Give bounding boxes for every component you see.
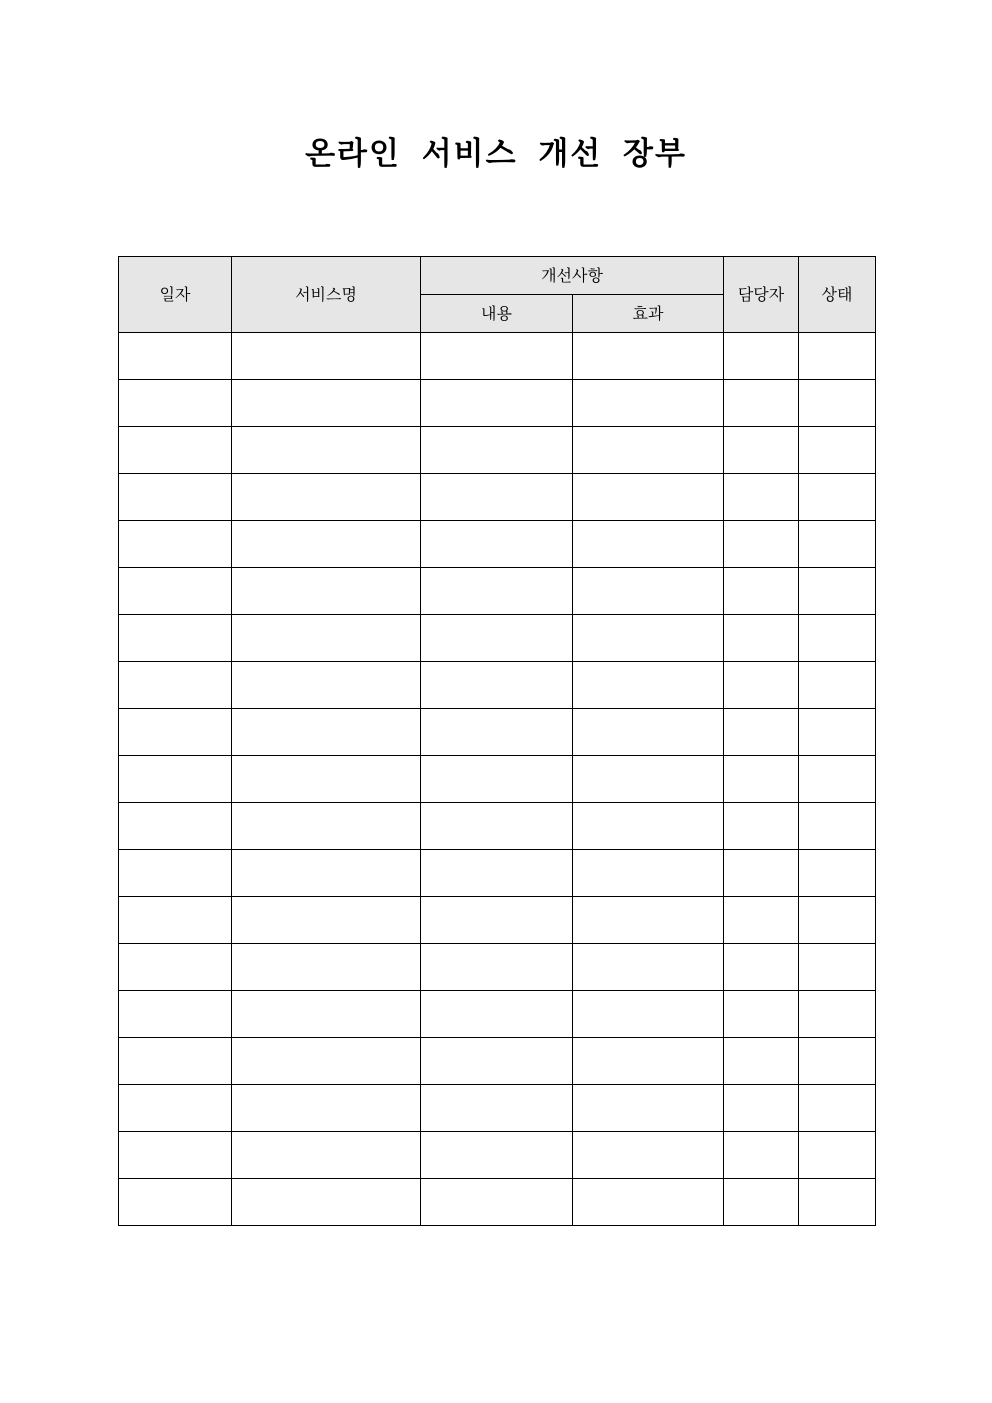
cell-service-name[interactable] bbox=[232, 756, 421, 803]
cell-status[interactable] bbox=[799, 1085, 876, 1132]
table-row bbox=[119, 1085, 876, 1132]
cell-manager[interactable] bbox=[724, 944, 799, 991]
cell-date[interactable] bbox=[119, 803, 232, 850]
header-row bbox=[119, 257, 876, 295]
cell-date[interactable] bbox=[119, 568, 232, 615]
cell-status[interactable] bbox=[799, 1038, 876, 1085]
table-row bbox=[119, 709, 876, 756]
cell-status[interactable] bbox=[799, 991, 876, 1038]
cell-status[interactable] bbox=[799, 568, 876, 615]
cell-date[interactable] bbox=[119, 991, 232, 1038]
cell-status[interactable] bbox=[799, 897, 876, 944]
cell-date[interactable] bbox=[119, 1038, 232, 1085]
cell-content[interactable] bbox=[421, 1179, 573, 1226]
cell-service-name[interactable] bbox=[232, 380, 421, 427]
cell-service-name[interactable] bbox=[232, 850, 421, 897]
cell-manager[interactable] bbox=[724, 662, 799, 709]
cell-status[interactable] bbox=[799, 333, 876, 380]
cell-content[interactable] bbox=[421, 333, 573, 380]
cell-status[interactable] bbox=[799, 1132, 876, 1179]
cell-effect[interactable] bbox=[573, 756, 724, 803]
cell-content[interactable] bbox=[421, 427, 573, 474]
cell-status[interactable] bbox=[799, 756, 876, 803]
cell-content[interactable] bbox=[421, 709, 573, 756]
cell-content[interactable] bbox=[421, 615, 573, 662]
cell-status[interactable] bbox=[799, 427, 876, 474]
cell-manager[interactable] bbox=[724, 1085, 799, 1132]
table-header bbox=[119, 257, 876, 333]
cell-date[interactable] bbox=[119, 1179, 232, 1226]
cell-status[interactable] bbox=[799, 803, 876, 850]
cell-manager[interactable] bbox=[724, 709, 799, 756]
cell-manager[interactable] bbox=[724, 756, 799, 803]
cell-content[interactable] bbox=[421, 662, 573, 709]
cell-date[interactable] bbox=[119, 615, 232, 662]
cell-service-name[interactable] bbox=[232, 1179, 421, 1226]
cell-effect[interactable] bbox=[573, 1085, 724, 1132]
table-row bbox=[119, 1179, 876, 1226]
cell-service-name[interactable] bbox=[232, 662, 421, 709]
header-content: 내용 bbox=[421, 295, 573, 333]
cell-service-name[interactable] bbox=[232, 1085, 421, 1132]
cell-status[interactable] bbox=[799, 662, 876, 709]
cell-status[interactable] bbox=[799, 380, 876, 427]
cell-effect[interactable] bbox=[573, 944, 724, 991]
table-row bbox=[119, 897, 876, 944]
cell-content[interactable] bbox=[421, 850, 573, 897]
cell-content[interactable] bbox=[421, 380, 573, 427]
cell-manager[interactable] bbox=[724, 850, 799, 897]
improvement-ledger-table bbox=[118, 256, 876, 1226]
table-row bbox=[119, 521, 876, 568]
cell-status[interactable] bbox=[799, 850, 876, 897]
cell-effect[interactable] bbox=[573, 991, 724, 1038]
cell-manager[interactable] bbox=[724, 991, 799, 1038]
cell-service-name[interactable] bbox=[232, 803, 421, 850]
cell-effect[interactable] bbox=[573, 1038, 724, 1085]
cell-effect[interactable] bbox=[573, 897, 724, 944]
cell-date[interactable] bbox=[119, 333, 232, 380]
cell-date[interactable] bbox=[119, 521, 232, 568]
cell-date[interactable] bbox=[119, 662, 232, 709]
cell-content[interactable] bbox=[421, 474, 573, 521]
cell-service-name[interactable] bbox=[232, 521, 421, 568]
cell-effect[interactable] bbox=[573, 1132, 724, 1179]
table-row bbox=[119, 380, 876, 427]
cell-service-name[interactable] bbox=[232, 568, 421, 615]
cell-date[interactable] bbox=[119, 897, 232, 944]
table-row bbox=[119, 944, 876, 991]
cell-status[interactable] bbox=[799, 474, 876, 521]
cell-content[interactable] bbox=[421, 944, 573, 991]
cell-manager[interactable] bbox=[724, 333, 799, 380]
cell-date[interactable] bbox=[119, 380, 232, 427]
cell-status[interactable] bbox=[799, 1179, 876, 1226]
cell-service-name[interactable] bbox=[232, 944, 421, 991]
cell-content[interactable] bbox=[421, 756, 573, 803]
cell-manager[interactable] bbox=[724, 521, 799, 568]
cell-content[interactable] bbox=[421, 897, 573, 944]
table-body bbox=[119, 333, 876, 1226]
cell-content[interactable] bbox=[421, 568, 573, 615]
header-manager: 담당자 bbox=[724, 257, 799, 333]
cell-service-name[interactable] bbox=[232, 474, 421, 521]
cell-manager[interactable] bbox=[724, 474, 799, 521]
cell-service-name[interactable] bbox=[232, 333, 421, 380]
cell-date[interactable] bbox=[119, 474, 232, 521]
table-row bbox=[119, 662, 876, 709]
cell-effect[interactable] bbox=[573, 662, 724, 709]
cell-content[interactable] bbox=[421, 1038, 573, 1085]
header-date: 일자 bbox=[119, 257, 232, 333]
cell-effect[interactable] bbox=[573, 333, 724, 380]
cell-effect[interactable] bbox=[573, 803, 724, 850]
cell-service-name[interactable] bbox=[232, 897, 421, 944]
cell-manager[interactable] bbox=[724, 615, 799, 662]
page-title: 온라인 서비스 개선 장부 bbox=[305, 136, 687, 172]
cell-content[interactable] bbox=[421, 1132, 573, 1179]
cell-status[interactable] bbox=[799, 521, 876, 568]
cell-manager[interactable] bbox=[724, 427, 799, 474]
cell-manager[interactable] bbox=[724, 897, 799, 944]
header-improvement: 개선사항 bbox=[421, 257, 724, 295]
header-status: 상태 bbox=[799, 257, 876, 333]
table-row bbox=[119, 991, 876, 1038]
cell-effect[interactable] bbox=[573, 1179, 724, 1226]
cell-effect[interactable] bbox=[573, 521, 724, 568]
cell-content[interactable] bbox=[421, 1085, 573, 1132]
table-row bbox=[119, 568, 876, 615]
table-row bbox=[119, 850, 876, 897]
cell-service-name[interactable] bbox=[232, 615, 421, 662]
cell-manager[interactable] bbox=[724, 1038, 799, 1085]
cell-status[interactable] bbox=[799, 944, 876, 991]
cell-manager[interactable] bbox=[724, 380, 799, 427]
table-row bbox=[119, 615, 876, 662]
cell-effect[interactable] bbox=[573, 427, 724, 474]
cell-content[interactable] bbox=[421, 521, 573, 568]
cell-content[interactable] bbox=[421, 803, 573, 850]
cell-service-name[interactable] bbox=[232, 427, 421, 474]
cell-effect[interactable] bbox=[573, 568, 724, 615]
table-row bbox=[119, 474, 876, 521]
cell-status[interactable] bbox=[799, 709, 876, 756]
cell-status[interactable] bbox=[799, 615, 876, 662]
cell-effect[interactable] bbox=[573, 380, 724, 427]
cell-content[interactable] bbox=[421, 991, 573, 1038]
cell-date[interactable] bbox=[119, 427, 232, 474]
header-effect: 효과 bbox=[573, 295, 724, 333]
table-row bbox=[119, 756, 876, 803]
cell-manager[interactable] bbox=[724, 568, 799, 615]
cell-service-name[interactable] bbox=[232, 1038, 421, 1085]
cell-effect[interactable] bbox=[573, 474, 724, 521]
cell-service-name[interactable] bbox=[232, 709, 421, 756]
cell-date[interactable] bbox=[119, 1132, 232, 1179]
cell-manager[interactable] bbox=[724, 1132, 799, 1179]
cell-date[interactable] bbox=[119, 944, 232, 991]
table-row bbox=[119, 1038, 876, 1085]
cell-manager[interactable] bbox=[724, 1179, 799, 1226]
cell-date[interactable] bbox=[119, 850, 232, 897]
cell-service-name[interactable] bbox=[232, 991, 421, 1038]
cell-service-name[interactable] bbox=[232, 1132, 421, 1179]
cell-date[interactable] bbox=[119, 756, 232, 803]
table-row bbox=[119, 803, 876, 850]
cell-effect[interactable] bbox=[573, 850, 724, 897]
table-row bbox=[119, 333, 876, 380]
cell-date[interactable] bbox=[119, 1085, 232, 1132]
table-row bbox=[119, 427, 876, 474]
header-service-name: 서비스명 bbox=[232, 257, 421, 333]
cell-date[interactable] bbox=[119, 709, 232, 756]
cell-effect[interactable] bbox=[573, 709, 724, 756]
cell-effect[interactable] bbox=[573, 615, 724, 662]
table-row bbox=[119, 1132, 876, 1179]
cell-manager[interactable] bbox=[724, 803, 799, 850]
